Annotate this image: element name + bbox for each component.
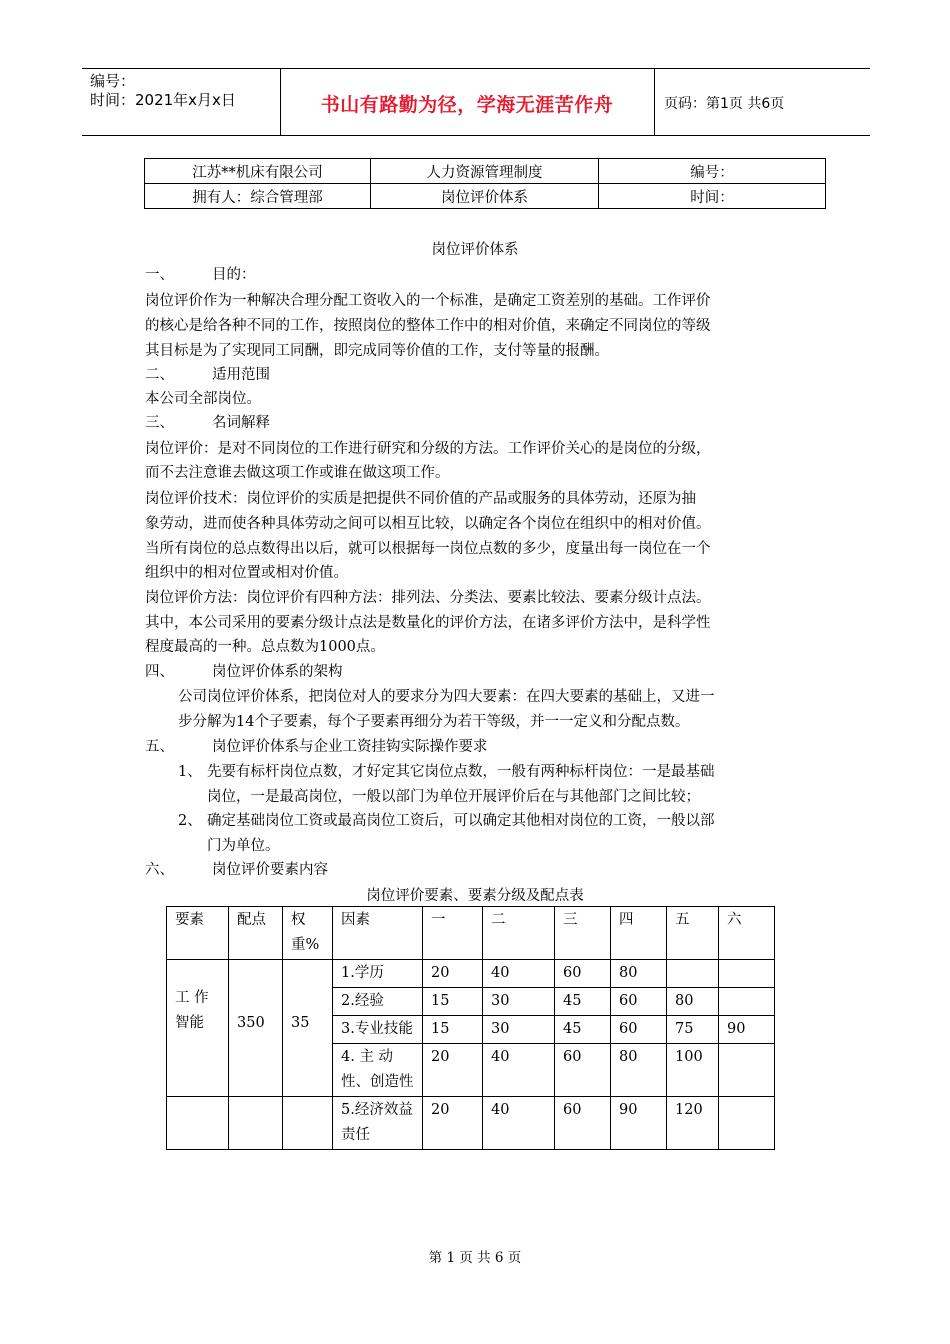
list-item-number: 2、 bbox=[178, 813, 202, 829]
paragraph-line: 岗位评价方法：岗位评价有四种方法：排列法、分类法、要素比较法、要素分级计点法。 bbox=[145, 590, 711, 606]
level-cell: 45 bbox=[555, 1016, 611, 1044]
header-cell: 六 bbox=[719, 907, 775, 960]
paragraph-line: 公司岗位评价体系，把岗位对人的要求分为四大要素：在四大要素的基础上，又进一 bbox=[178, 689, 715, 705]
level-cell: 60 bbox=[555, 1097, 611, 1150]
level-cell: 100 bbox=[667, 1044, 719, 1097]
info-doc-name: 岗位评价体系 bbox=[371, 184, 599, 209]
level-cell: 40 bbox=[483, 1097, 555, 1150]
level-cell: 80 bbox=[611, 1044, 667, 1097]
table-header-row bbox=[167, 907, 775, 960]
page-footer: 第 1 页 共 6 页 bbox=[428, 1250, 522, 1266]
header-cell: 三 bbox=[555, 907, 611, 960]
header-cell: 一 bbox=[423, 907, 483, 960]
level-cell: 20 bbox=[423, 1097, 483, 1150]
level-cell: 80 bbox=[611, 960, 667, 988]
paragraph-line: 岗位评价：是对不同岗位的工作进行研究和分级的方法。工作评价关心的是岗位的分级， bbox=[145, 441, 711, 457]
table-row bbox=[167, 1097, 775, 1150]
section-number: 六、 bbox=[145, 862, 174, 878]
section-number: 二、 bbox=[145, 367, 174, 383]
info-owner: 拥有人：综合管理部 bbox=[145, 184, 371, 209]
group-points-cell: 350 bbox=[229, 960, 283, 1097]
paragraph-line: 程度最高的一种。总点数为1000点。 bbox=[145, 639, 385, 655]
section-number: 三、 bbox=[145, 415, 174, 431]
level-cell: 20 bbox=[423, 960, 483, 988]
factor-cell: 2.经验 bbox=[333, 988, 423, 1016]
header-cell: 因素 bbox=[333, 907, 423, 960]
header-motto: 书山有路勤为径，学海无涯苦作舟 bbox=[320, 94, 614, 116]
level-cell: 30 bbox=[483, 988, 555, 1016]
level-cell bbox=[719, 960, 775, 988]
section-heading: 岗位评价要素内容 bbox=[212, 862, 328, 878]
level-cell: 120 bbox=[667, 1097, 719, 1150]
header-cell: 四 bbox=[611, 907, 667, 960]
empty-cell bbox=[167, 1097, 229, 1150]
level-cell: 80 bbox=[667, 988, 719, 1016]
group-weight-cell: 35 bbox=[283, 960, 333, 1097]
section-number: 四、 bbox=[145, 664, 174, 680]
level-cell: 15 bbox=[423, 1016, 483, 1044]
level-cell: 75 bbox=[667, 1016, 719, 1044]
info-row bbox=[145, 184, 826, 209]
factor-cell: 4. 主 动性、创造性 bbox=[333, 1044, 423, 1097]
factor-table bbox=[166, 906, 775, 1150]
level-cell: 90 bbox=[611, 1097, 667, 1150]
paragraph-line: 的核心是给各种不同的工作，按照岗位的整体工作中的相对价值，来确定不同岗位的等级 bbox=[145, 318, 711, 334]
level-cell: 60 bbox=[555, 1044, 611, 1097]
page-header bbox=[82, 68, 870, 136]
section-number: 五、 bbox=[145, 739, 174, 755]
level-cell: 20 bbox=[423, 1044, 483, 1097]
header-bottom-rule bbox=[82, 135, 870, 136]
paragraph-line: 而不去注意谁去做这项工作或谁在做这项工作。 bbox=[145, 465, 450, 481]
header-divider bbox=[654, 68, 655, 136]
paragraph-line: 步分解为14个子要素，每个子要素再细分为若干等级，并一一定义和分配点数。 bbox=[178, 714, 690, 730]
info-system: 人力资源管理制度 bbox=[371, 159, 599, 184]
list-item-number: 1、 bbox=[178, 764, 202, 780]
level-cell: 15 bbox=[423, 988, 483, 1016]
list-item-line: 先要有标杆岗位点数，才好定其它岗位点数，一般有两种标杆岗位：一是最基础 bbox=[207, 764, 715, 780]
paragraph-line: 岗位评价技术：岗位评价的实质是把提供不同价值的产品或服务的具体劳动，还原为抽 bbox=[145, 491, 696, 507]
header-top-rule bbox=[82, 68, 870, 69]
level-cell: 40 bbox=[483, 1044, 555, 1097]
info-code: 编号： bbox=[599, 159, 826, 184]
paragraph-line: 当所有岗位的总点数得出以后，就可以根据每一岗位点数的多少，度量出每一岗位在一个 bbox=[145, 541, 711, 557]
level-cell bbox=[667, 960, 719, 988]
header-cell: 要素 bbox=[167, 907, 229, 960]
section-number: 一、 bbox=[145, 267, 174, 283]
factor-cell: 5.经济效益责任 bbox=[333, 1097, 423, 1150]
level-cell bbox=[719, 1097, 775, 1150]
info-table bbox=[144, 158, 826, 209]
paragraph-line: 组织中的相对位置或相对价值。 bbox=[145, 565, 348, 581]
level-cell: 60 bbox=[555, 960, 611, 988]
level-cell: 60 bbox=[611, 1016, 667, 1044]
header-time-label: 时间：2021年x月x日 bbox=[90, 91, 236, 109]
level-cell: 45 bbox=[555, 988, 611, 1016]
header-cell: 配点 bbox=[229, 907, 283, 960]
info-company: 江苏**机床有限公司 bbox=[145, 159, 371, 184]
paragraph-line: 其中，本公司采用的要素分级计点法是数量化的评价方法，在诸多评价方法中，是科学性 bbox=[145, 615, 711, 631]
list-item-line: 门为单位。 bbox=[207, 838, 280, 854]
header-code-label: 编号： bbox=[90, 72, 136, 90]
level-cell: 90 bbox=[719, 1016, 775, 1044]
factor-cell: 3.专业技能 bbox=[333, 1016, 423, 1044]
table-caption: 岗位评价要素、要素分级及配点表 bbox=[366, 888, 584, 904]
paragraph-line: 象劳动，进而使各种具体劳动之间可以相互比较，以确定各个岗位在组织中的相对价值。 bbox=[145, 516, 711, 532]
section-heading: 目的： bbox=[212, 267, 256, 283]
level-cell: 30 bbox=[483, 1016, 555, 1044]
level-cell: 60 bbox=[611, 988, 667, 1016]
section-heading: 岗位评价体系与企业工资挂钩实际操作要求 bbox=[212, 739, 488, 755]
section-heading: 适用范围 bbox=[212, 367, 270, 383]
paragraph-line: 岗位评价作为一种解决合理分配工资收入的一个标准，是确定工资差别的基础。工作评价 bbox=[145, 293, 711, 309]
table-row bbox=[167, 960, 775, 988]
level-cell: 40 bbox=[483, 960, 555, 988]
list-item-line: 确定基础岗位工资或最高岗位工资后，可以确定其他相对岗位的工资，一般以部 bbox=[207, 813, 715, 829]
document-title: 岗位评价体系 bbox=[431, 242, 519, 258]
level-cell bbox=[719, 1044, 775, 1097]
group-name-cell: 工 作智能 bbox=[167, 960, 229, 1097]
empty-cell bbox=[229, 1097, 283, 1150]
info-time: 时间： bbox=[599, 184, 826, 209]
header-cell: 二 bbox=[483, 907, 555, 960]
header-page-label: 页码：第1页 共6页 bbox=[664, 96, 785, 112]
header-cell: 权重% bbox=[283, 907, 333, 960]
section-heading: 名词解释 bbox=[212, 415, 270, 431]
empty-cell bbox=[283, 1097, 333, 1150]
info-row bbox=[145, 159, 826, 184]
list-item-line: 岗位，一是最高岗位，一般以部门为单位开展评价后在与其他部门之间比较； bbox=[207, 789, 700, 805]
header-meta bbox=[90, 72, 236, 110]
header-cell: 五 bbox=[667, 907, 719, 960]
factor-cell: 1.学历 bbox=[333, 960, 423, 988]
paragraph-line: 本公司全部岗位。 bbox=[145, 391, 261, 407]
section-heading: 岗位评价体系的架构 bbox=[212, 664, 343, 680]
paragraph-line: 其目标是为了实现同工同酬，即完成同等价值的工作，支付等量的报酬。 bbox=[145, 343, 609, 359]
level-cell bbox=[719, 988, 775, 1016]
